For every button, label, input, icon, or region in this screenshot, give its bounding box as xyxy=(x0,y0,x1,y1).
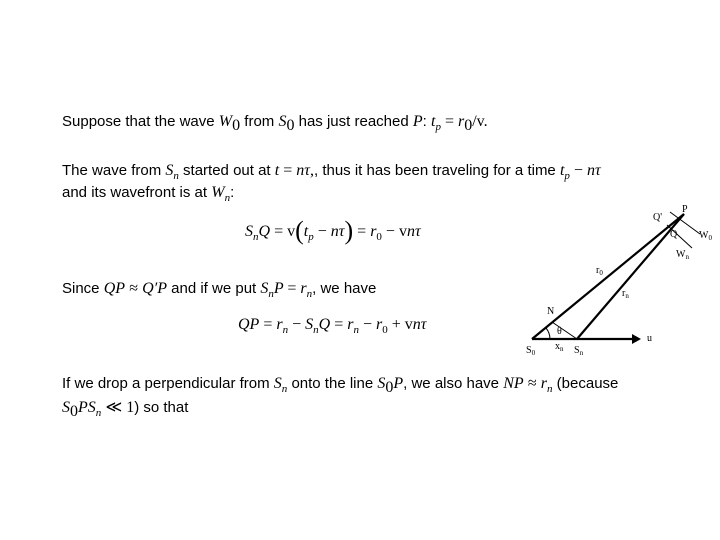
para-since: Since QP ≈ Q′P and if we put $S_nP = r_n$, we have xyxy=(62,280,377,301)
label-rn-sub: n xyxy=(625,292,629,300)
svg-text:r0 xyxy=(596,265,603,277)
label-S0-sub: 0 xyxy=(531,349,536,357)
para-perpendicular: If we drop a perpendicular from $S_n$ onto the line $S_0P$, we also have NP ≈ $r_n$ (because xyxy=(62,375,619,397)
label-W0: W xyxy=(699,230,709,241)
label-P: P xyxy=(682,204,688,215)
arrow-head xyxy=(632,334,641,344)
label-r0: r xyxy=(596,265,600,276)
label-u: u xyxy=(647,333,652,344)
label-Q: Q xyxy=(670,229,678,240)
label-rn: r xyxy=(622,288,626,299)
line-sn-p xyxy=(577,214,684,339)
label-Wn: W xyxy=(676,249,686,260)
svg-text:S0 xyxy=(526,345,536,357)
svg-text:Wn xyxy=(676,249,689,261)
para-wavefront: and its wavefront is at $W_n$: xyxy=(62,184,235,205)
equation-qp: QP = $r_n - S_nQ = r_n - r_0 + vn\tau$ xyxy=(238,316,427,337)
para-so-that: $S_0PS_n$ ≪ 1) so that xyxy=(62,399,189,421)
svg-text:W0 xyxy=(699,230,712,242)
theta-arc xyxy=(546,328,550,339)
label-Q-prime: Q' xyxy=(653,212,663,223)
label-Wn-sub: n xyxy=(685,253,689,261)
label-theta: θ xyxy=(557,326,562,337)
label-r0-sub: 0 xyxy=(599,269,603,277)
line-s0-p xyxy=(532,214,684,339)
equation-snq: $S_nQ = v(t_p - n\tau) = r_0 - vn\tau$ xyxy=(245,216,421,245)
svg-text:Sn xyxy=(574,345,584,357)
svg-text:xn xyxy=(555,341,564,353)
label-W0-sub: 0 xyxy=(708,234,712,242)
label-xn-sub: n xyxy=(560,345,564,353)
perpendicular-line xyxy=(552,322,577,339)
para-wave-reached: Suppose that the wave $W_0$ from $S_0$ has just reached P: $t_p = r_0/v$. xyxy=(62,113,488,135)
para-wave-traveling: The wave from $S_n$ started out at t = nτ,, thus it has been traveling for a time $t_p - n\tau$ xyxy=(62,162,601,183)
label-Sn: S xyxy=(574,345,580,356)
label-Sn-sub: n xyxy=(579,349,584,357)
label-S0: S xyxy=(526,345,532,356)
label-xn: x xyxy=(555,341,560,352)
svg-text:rn xyxy=(622,288,629,300)
geometry-diagram xyxy=(520,200,720,360)
label-N: N xyxy=(547,306,555,317)
